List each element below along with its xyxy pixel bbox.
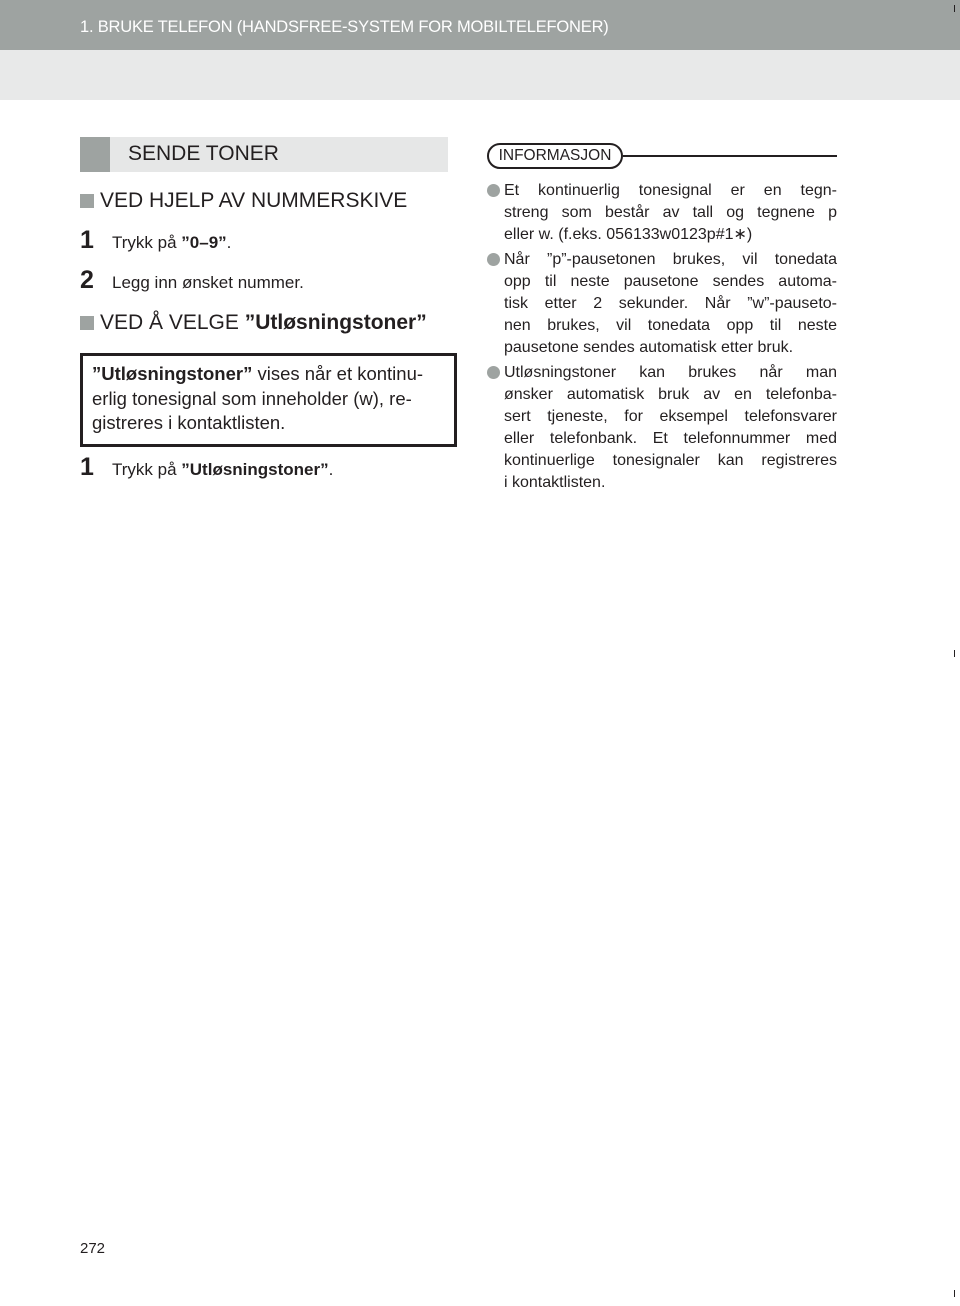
step-press-release-tones [80, 453, 333, 482]
bullet-line: ønsker automatisk bruk av en telefonba- [504, 386, 837, 403]
info-label: INFORMASJON [487, 143, 623, 169]
info-bullet-2 [487, 249, 837, 359]
bullet-line: eller w. (f.eks. 056133w0123p#1∗) [504, 226, 753, 243]
bullet-dot-icon [487, 366, 500, 379]
step-key: ”0–9” [181, 233, 227, 252]
step-number: 2 [80, 266, 94, 294]
step-text [112, 460, 333, 480]
section-heading-tab [80, 137, 110, 172]
crop-mark-top-right [954, 5, 955, 12]
step-text: Legg inn ønsket nummer. [112, 273, 304, 292]
square-bullet-icon [80, 194, 94, 208]
step-number: 1 [80, 453, 94, 481]
note-line-3: gistreres i kontaktlisten. [92, 412, 286, 433]
bullet-line: streng som består av tall og tegnene p [504, 204, 837, 221]
info-bullet-3 [487, 362, 837, 494]
note-line-2: erlig tonesignal som inneholder (w), re- [92, 387, 412, 409]
square-bullet-icon [80, 316, 94, 330]
section-title: SENDE TONER [128, 142, 279, 165]
subheading-prefix: VED Å VELGE [100, 311, 245, 334]
step-number: 1 [80, 226, 94, 254]
crop-mark-bottom-right [954, 1290, 955, 1297]
bullet-line: tisk etter 2 sekunder. Når ”w”-pauseto- [504, 295, 837, 312]
note-line [92, 362, 454, 387]
header-bar [0, 0, 960, 50]
subheading-dial-pad-text: VED HJELP AV NUMMERSKIVE [100, 189, 408, 212]
step-enter-number [80, 266, 304, 295]
bullet-line: opp til neste pausetone sendes automa- [504, 273, 837, 290]
step-press-digits [80, 226, 231, 255]
crop-mark-middle-right [954, 650, 955, 657]
chapter-title: 1. BRUKE TELEFON (HANDSFREE-SYSTEM FOR MOBILTELEFONER) [80, 18, 609, 36]
subheading-dial-pad [80, 189, 407, 213]
step-key: ”Utløsningstoner” [181, 460, 329, 479]
step-suffix: . [226, 233, 232, 252]
note-box [80, 353, 457, 447]
step-text [112, 233, 231, 253]
subheading-release-tones [80, 311, 427, 335]
step-suffix: . [328, 460, 334, 479]
info-bullet-1 [487, 180, 837, 246]
bullet-line: kontinuerlige tonesignaler kan registreres [504, 452, 837, 469]
step-prefix: Trykk på [112, 233, 182, 252]
bullet-line: nen brukes, vil tonedata opp til neste [504, 317, 837, 334]
note-key: ”Utløsningstoner” [92, 363, 253, 384]
info-rule [623, 155, 837, 157]
bullet-dot-icon [487, 184, 500, 197]
bullet-line: sert tjeneste, for eksempel telefonsvarer [504, 408, 837, 425]
bullet-line: i kontaktlisten. [504, 474, 606, 491]
page-number: 272 [80, 1240, 106, 1257]
bullet-line: Et kontinuerlig tonesignal er en tegn- [504, 182, 837, 199]
step-prefix: Trykk på [112, 460, 182, 479]
bullet-line: eller telefonbank. Et telefonnummer med [504, 430, 837, 447]
subheading-release-tones-text [100, 311, 427, 335]
bullet-dot-icon [487, 253, 500, 266]
note-line-1: vises når et kontinu- [252, 363, 424, 384]
bullet-line: Utløsningstoner kan brukes når man [504, 364, 837, 381]
bullet-line: pausetone sendes automatisk etter bruk. [504, 339, 794, 356]
bullet-line: Når ”p”-pausetonen brukes, vil tonedata [504, 251, 837, 268]
section-heading [80, 137, 448, 172]
subheading-key: ”Utløsningstoner” [244, 311, 427, 334]
